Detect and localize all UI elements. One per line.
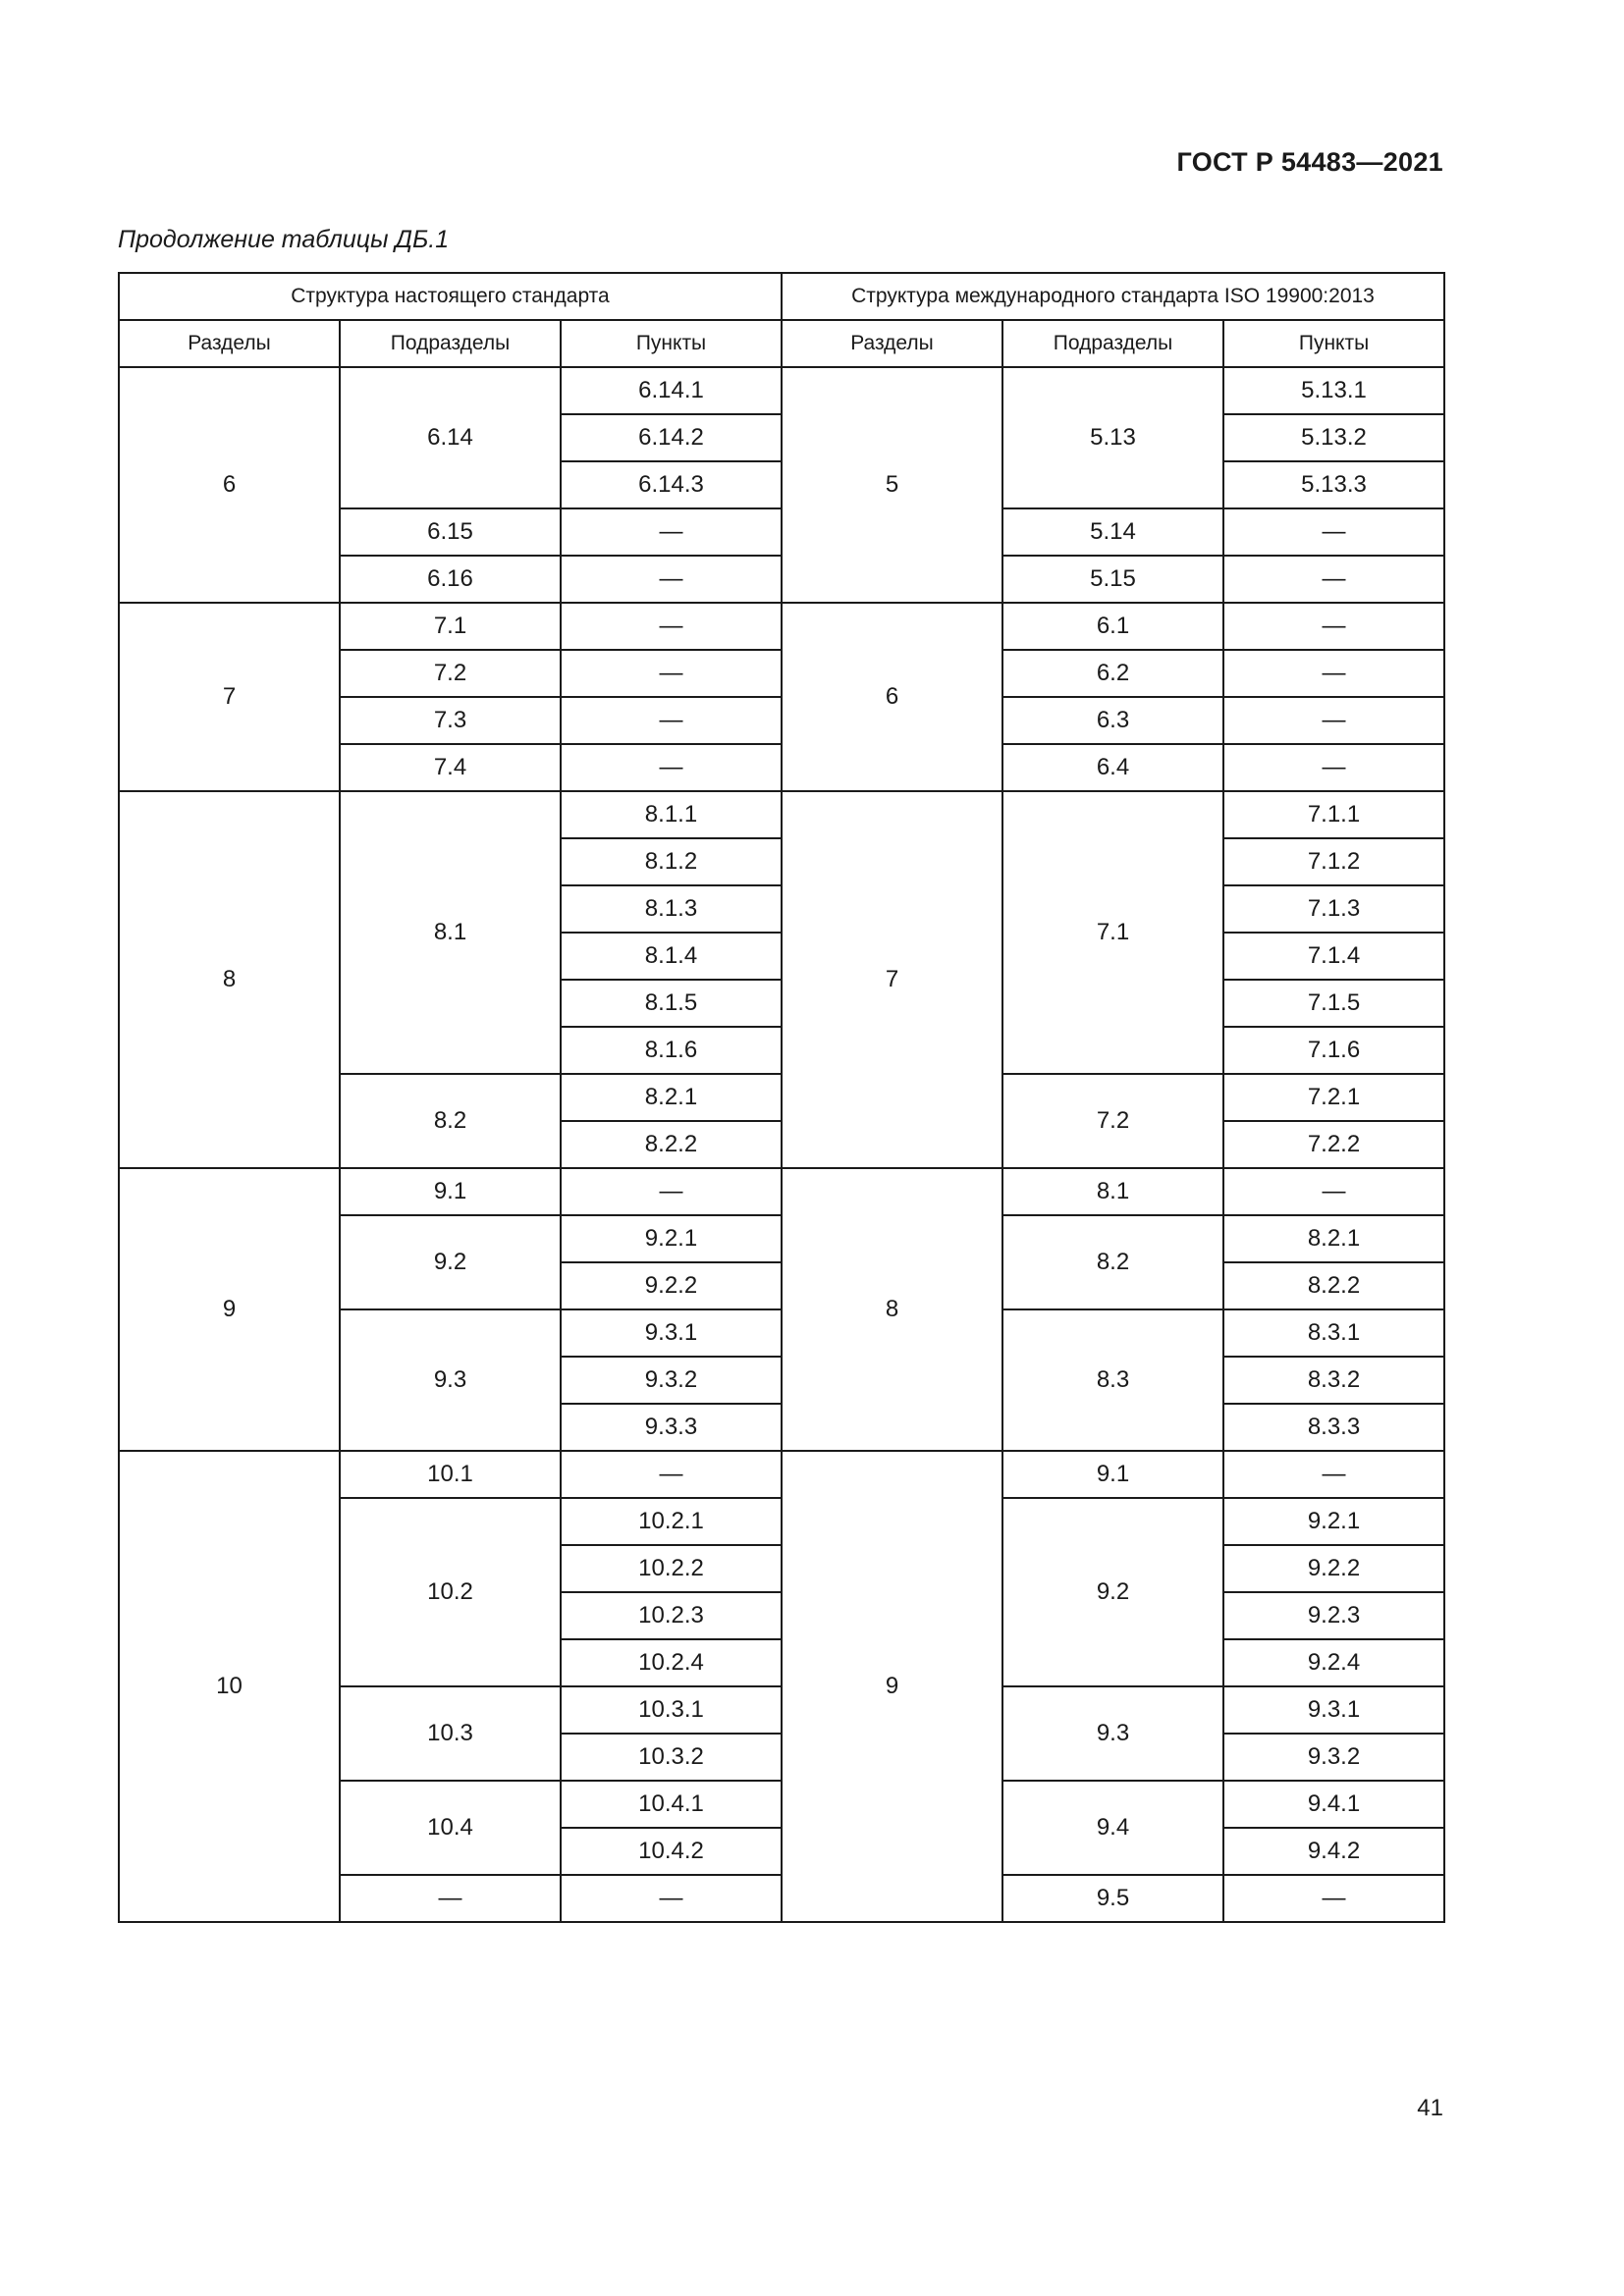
page-number: 41 — [1417, 2095, 1443, 2121]
table-cell: 7.3 — [340, 697, 561, 744]
table-cell: 7.1.6 — [1223, 1027, 1444, 1074]
table-cell: 7.1 — [340, 603, 561, 650]
table-cell: — — [561, 1168, 782, 1215]
table-cell: 9.3 — [340, 1309, 561, 1451]
table-cell: 9.2 — [340, 1215, 561, 1309]
table-row — [119, 1168, 1444, 1215]
table-cell: 7.4 — [340, 744, 561, 791]
table-cell: 10.4.2 — [561, 1828, 782, 1875]
table-cell: — — [1223, 556, 1444, 603]
table-caption: Продолжение таблицы ДБ.1 — [118, 226, 450, 253]
table-cell: 8.2.1 — [561, 1074, 782, 1121]
table-cell: — — [1223, 744, 1444, 791]
column-header: Подразделы — [340, 320, 561, 367]
table-cell: 8.3 — [1002, 1309, 1223, 1451]
table-cell: 9.2.2 — [561, 1262, 782, 1309]
table-cell: 9.4.1 — [1223, 1781, 1444, 1828]
table-cell: — — [1223, 650, 1444, 697]
table-cell: 9.2.2 — [1223, 1545, 1444, 1592]
table-cell: 8.3.2 — [1223, 1357, 1444, 1404]
table-cell: 10.2.2 — [561, 1545, 782, 1592]
table-cell: 9.2.4 — [1223, 1639, 1444, 1686]
group-header-national: Структура настоящего стандарта — [119, 273, 782, 320]
table-cell: 9.2 — [1002, 1498, 1223, 1686]
table-row — [119, 1451, 1444, 1498]
table-cell: 8 — [119, 791, 340, 1168]
table-cell: 10.1 — [340, 1451, 561, 1498]
table-cell: 5.13.3 — [1223, 461, 1444, 508]
column-header: Разделы — [119, 320, 340, 367]
table-cell: 9.2.3 — [1223, 1592, 1444, 1639]
table-cell: 9.3.2 — [561, 1357, 782, 1404]
table-cell: 9.5 — [1002, 1875, 1223, 1922]
table-cell: 9 — [119, 1168, 340, 1451]
table-cell: 10.4 — [340, 1781, 561, 1875]
table-cell: — — [561, 650, 782, 697]
table-cell: 6.14.2 — [561, 414, 782, 461]
table-cell: 8.3.3 — [1223, 1404, 1444, 1451]
column-header: Разделы — [782, 320, 1002, 367]
table-cell: 10.2.1 — [561, 1498, 782, 1545]
table-cell: 9.1 — [1002, 1451, 1223, 1498]
table-cell: — — [561, 697, 782, 744]
table-row — [119, 367, 1444, 414]
table-cell: 7.1 — [1002, 791, 1223, 1074]
table-cell: 5.15 — [1002, 556, 1223, 603]
table-cell: 8.1.5 — [561, 980, 782, 1027]
table-cell: 7.1.4 — [1223, 933, 1444, 980]
table-cell: — — [561, 508, 782, 556]
column-header: Подразделы — [1002, 320, 1223, 367]
table-cell: 9.3.1 — [561, 1309, 782, 1357]
table-cell: 7 — [782, 791, 1002, 1168]
table-cell: 10.2.4 — [561, 1639, 782, 1686]
table-cell: 6.1 — [1002, 603, 1223, 650]
table-cell: 9.2.1 — [1223, 1498, 1444, 1545]
table-cell: — — [1223, 1168, 1444, 1215]
table-cell: 6.2 — [1002, 650, 1223, 697]
table-cell: 7.1.5 — [1223, 980, 1444, 1027]
table-cell: 8.2.2 — [1223, 1262, 1444, 1309]
column-header: Пункты — [1223, 320, 1444, 367]
table-cell: 10.4.1 — [561, 1781, 782, 1828]
table-cell: 9.1 — [340, 1168, 561, 1215]
table-cell: 10.3 — [340, 1686, 561, 1781]
table-cell: — — [1223, 697, 1444, 744]
table-cell: 6.4 — [1002, 744, 1223, 791]
table-cell: 8.1.4 — [561, 933, 782, 980]
table-cell: 7 — [119, 603, 340, 791]
table-cell: — — [1223, 603, 1444, 650]
table-cell: 10.3.2 — [561, 1734, 782, 1781]
table-cell: 9.3.1 — [1223, 1686, 1444, 1734]
table-cell: 8.1.6 — [561, 1027, 782, 1074]
table-cell: — — [1223, 1875, 1444, 1922]
table-cell: 8.3.1 — [1223, 1309, 1444, 1357]
table-cell: 8.1.3 — [561, 885, 782, 933]
table-cell: 5.13 — [1002, 367, 1223, 508]
table-cell: 8.1 — [340, 791, 561, 1074]
table-row — [119, 603, 1444, 650]
table-cell: 10.2.3 — [561, 1592, 782, 1639]
table-cell: — — [561, 603, 782, 650]
table-cell: 10.3.1 — [561, 1686, 782, 1734]
table-cell: 5.13.2 — [1223, 414, 1444, 461]
table-cell: — — [561, 744, 782, 791]
table-cell: 8.1 — [1002, 1168, 1223, 1215]
table-cell: 9 — [782, 1451, 1002, 1922]
column-header: Пункты — [561, 320, 782, 367]
table-cell: 8.2 — [340, 1074, 561, 1168]
table-cell: 8.2 — [1002, 1215, 1223, 1309]
table-cell: 6.14.3 — [561, 461, 782, 508]
table-cell: — — [1223, 508, 1444, 556]
document-code: ГОСТ Р 54483—2021 — [1176, 147, 1443, 177]
table-cell: 6 — [119, 367, 340, 603]
table-cell: 5.14 — [1002, 508, 1223, 556]
table-cell: 9.2.1 — [561, 1215, 782, 1262]
table-cell: — — [1223, 1451, 1444, 1498]
table-row — [119, 791, 1444, 838]
column-header-row — [119, 320, 1444, 367]
table-cell: — — [340, 1875, 561, 1922]
structure-comparison-table — [118, 272, 1445, 1923]
table-cell: 8.1.1 — [561, 791, 782, 838]
table-cell: 8 — [782, 1168, 1002, 1451]
table-cell: 6.14.1 — [561, 367, 782, 414]
table-cell: — — [561, 1451, 782, 1498]
table-cell: 6.15 — [340, 508, 561, 556]
table-cell: 9.3.3 — [561, 1404, 782, 1451]
group-header-row — [119, 273, 1444, 320]
table-cell: 5 — [782, 367, 1002, 603]
table-cell: 6 — [782, 603, 1002, 791]
table-cell: 8.1.2 — [561, 838, 782, 885]
table-cell: 6.16 — [340, 556, 561, 603]
table-cell: 9.4.2 — [1223, 1828, 1444, 1875]
table-cell: 8.2.1 — [1223, 1215, 1444, 1262]
table-cell: 7.2 — [340, 650, 561, 697]
table-cell: 8.2.2 — [561, 1121, 782, 1168]
table-cell: 9.3.2 — [1223, 1734, 1444, 1781]
table-cell: 6.3 — [1002, 697, 1223, 744]
table-cell: 10 — [119, 1451, 340, 1922]
table-cell: 5.13.1 — [1223, 367, 1444, 414]
table-head — [119, 273, 1444, 367]
table-cell: — — [561, 1875, 782, 1922]
table-cell: 7.2 — [1002, 1074, 1223, 1168]
group-header-international: Структура международного стандарта ISO 19900:2013 — [782, 273, 1444, 320]
table-cell: 7.2.2 — [1223, 1121, 1444, 1168]
table-container — [118, 272, 1443, 1923]
table-cell: — — [561, 556, 782, 603]
table-cell: 9.3 — [1002, 1686, 1223, 1781]
table-cell: 7.1.2 — [1223, 838, 1444, 885]
table-cell: 10.2 — [340, 1498, 561, 1686]
table-cell: 7.2.1 — [1223, 1074, 1444, 1121]
table-cell: 6.14 — [340, 367, 561, 508]
table-cell: 7.1.1 — [1223, 791, 1444, 838]
table-body — [119, 367, 1444, 1922]
table-cell: 9.4 — [1002, 1781, 1223, 1875]
table-cell: 7.1.3 — [1223, 885, 1444, 933]
